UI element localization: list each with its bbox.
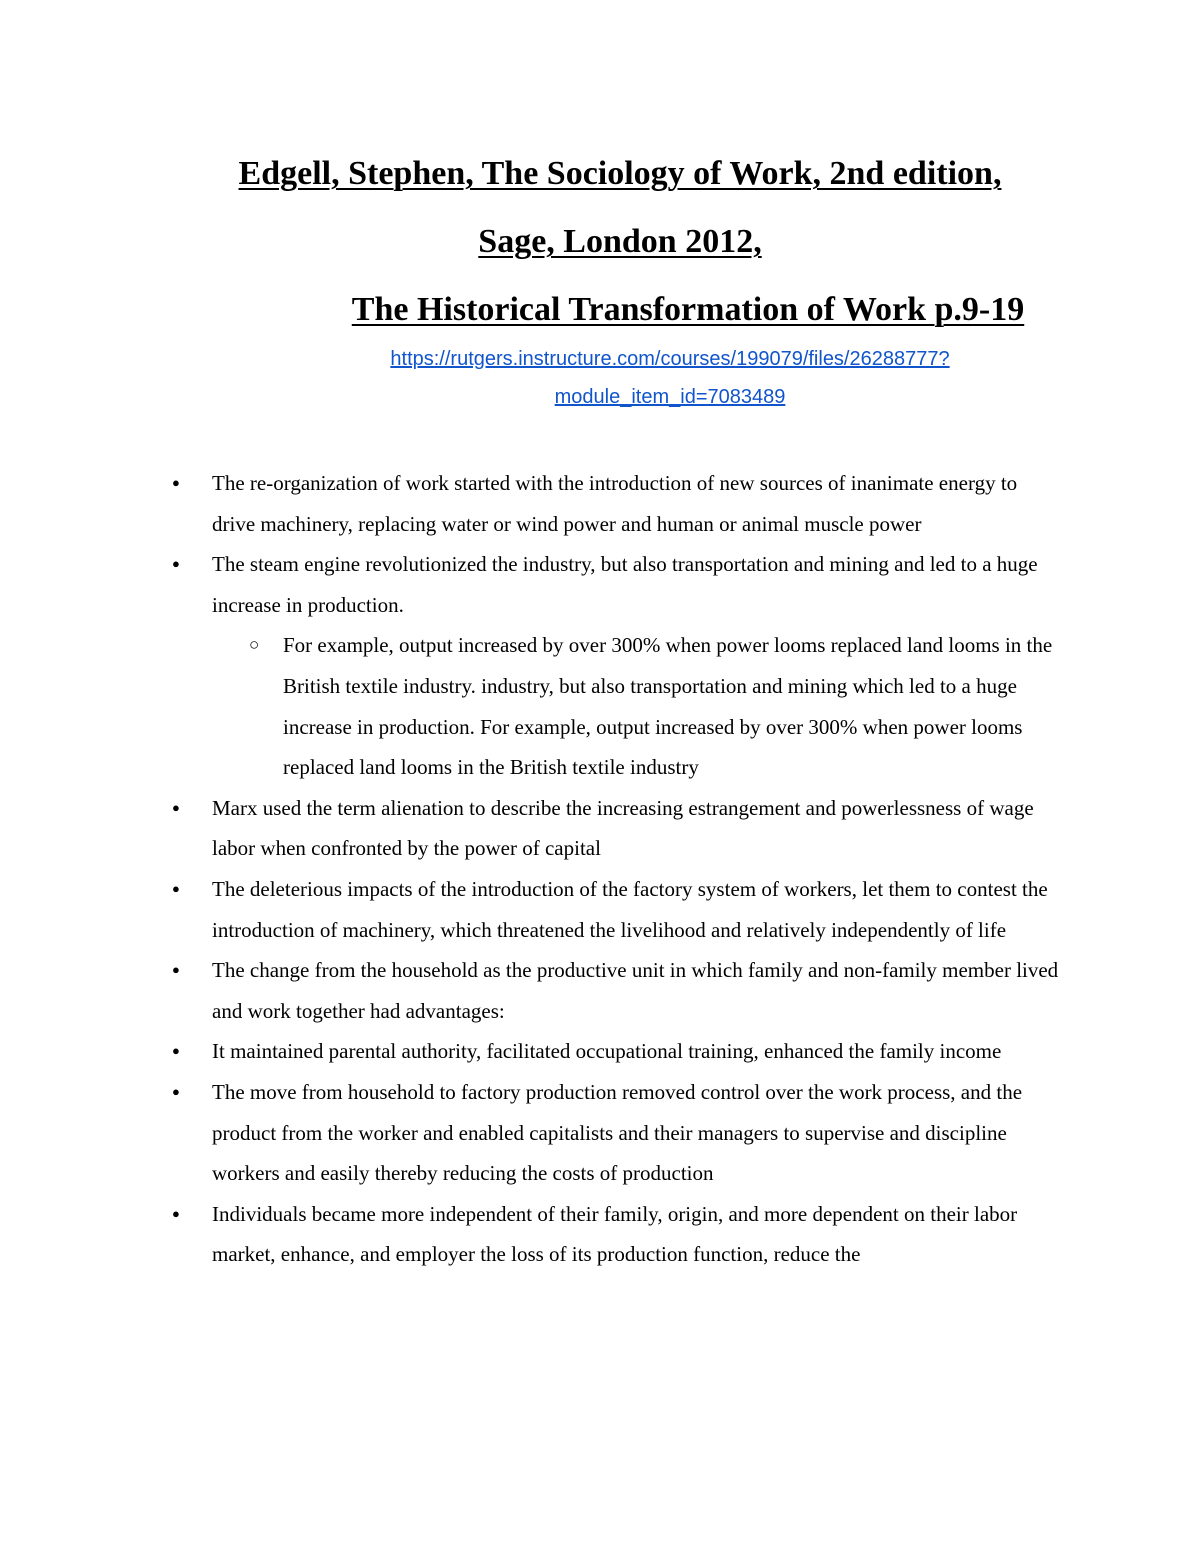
list-item <box>0 463 1200 544</box>
bullet-icon: ● <box>172 799 180 815</box>
hollow-bullet-icon: ○ <box>249 635 260 655</box>
bullet-icon: ● <box>172 556 180 572</box>
list-item <box>0 1072 1200 1194</box>
list-item <box>0 1031 1200 1072</box>
list-item-text: Individuals became more independent of their family, origin, and more dependent on their labor market, enhance, and employer the loss of its production function, reduce the <box>212 1201 1018 1267</box>
title-line-chapter: The Historical Transformation of Work p.9-19 <box>351 291 1025 328</box>
bullet-icon: ● <box>172 1043 180 1059</box>
bullet-icon: ● <box>172 1083 180 1099</box>
list-item <box>0 1194 1200 1275</box>
bullet-list <box>0 463 1200 1275</box>
title-line-citation: Edgell, Stephen, The Sociology of Work, 2nd edition, <box>238 155 1002 192</box>
list-item-text: It maintained parental authority, facilitated occupational training, enhanced the family income <box>212 1039 1002 1064</box>
bullet-icon: ● <box>172 880 180 896</box>
list-item-text: The deleterious impacts of the introduction of the factory system of workers, let them to contest the introduction of machinery, which threatened the livelihood and relatively independently of life <box>212 876 1048 942</box>
list-item <box>0 869 1200 950</box>
bullet-icon: ● <box>172 475 180 490</box>
sub-list-item-text: For example, output increased by over 300% when power looms replaced land looms in the British textile industry. industry, but also transportation and mining which led to a huge increase in production. For example, output increased by over 300% when power looms replaced land looms in the British textile industry <box>283 633 1053 780</box>
document-title <box>100 140 1140 344</box>
list-item-text: The re-organization of work started with the introduction of new sources of inanimate energy to drive machinery, replacing water or wind power and human or animal muscle power <box>212 471 1018 536</box>
list-item <box>0 788 1200 869</box>
source-link-line-2[interactable]: module_item_id=7083489 <box>554 386 786 408</box>
list-item-text: The move from household to factory production removed control over the work process, and the product from the worker and enabled capitalists and their managers to supervise and discipline workers and easily thereby reducing the costs of production <box>212 1079 1023 1186</box>
list-item-text: The steam engine revolutionized the industry, but also transportation and mining and led to a huge increase in production. <box>212 552 1038 617</box>
bullet-icon: ● <box>172 962 180 978</box>
list-item-text: The change from the household as the productive unit in which family and non-family member lived and work together had advantages: <box>212 958 1059 1023</box>
sub-list-item <box>0 625 1200 787</box>
list-item <box>0 544 1200 625</box>
source-link-line-1[interactable]: https://rutgers.instructure.com/courses/199079/files/26288777? <box>390 348 950 370</box>
source-link[interactable] <box>120 340 1200 416</box>
bullet-icon: ● <box>172 1205 180 1221</box>
list-item <box>0 950 1200 1031</box>
list-item-text: Marx used the term alienation to describe the increasing estrangement and powerlessness of wage labor when confronted by the power of capital <box>212 795 1034 861</box>
title-line-publisher: Sage, London 2012, <box>478 223 762 260</box>
